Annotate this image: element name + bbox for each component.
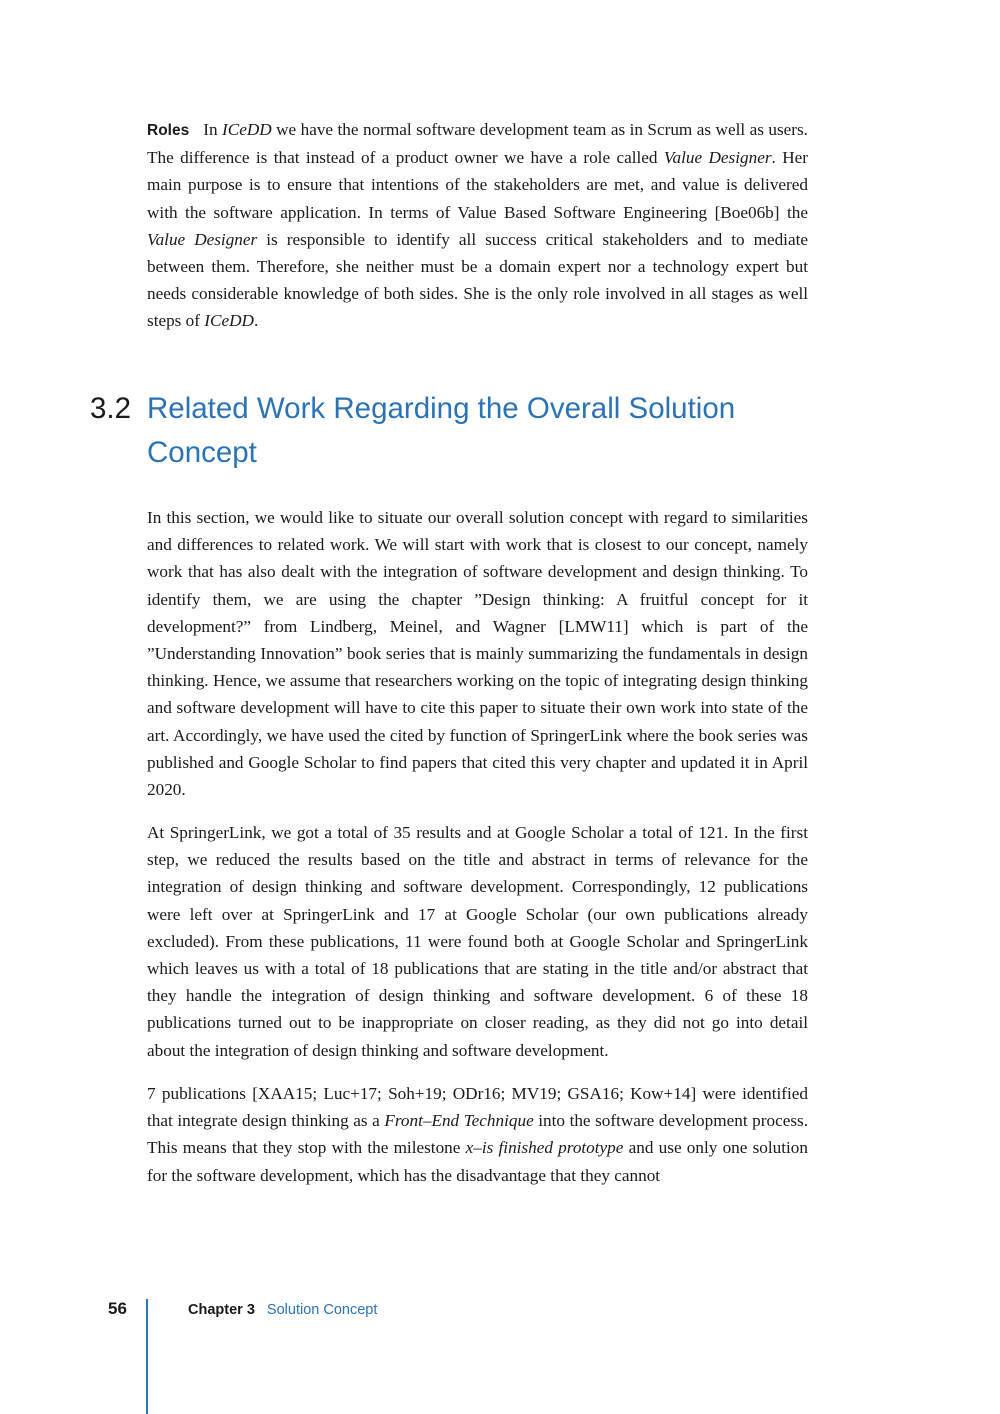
roles-paragraph: Roles In ICeDD we have the normal software development team as in Scrum as well as users. The difference is that instead of a product owner we have a role called Value Designer. Her main purpose is to ensure that intentions of the stakeholders are met, and value is delivered with the software application. In terms of Value Based Software Engineering [Boe06b] the Value Designer is responsible to identify all success critical stakeholders and to mediate between them. Therefore, she neither must be a domain expert nor a technology expert but needs considerable knowledge of both sides. She is the only role involved in all stages as well steps of ICeDD.	[147, 120, 808, 331]
section-number: 3.2	[90, 392, 132, 425]
paragraph-related-work-intro: In this section, we would like to situate our overall solution concept with regard to similarities and differences to related work. We will start with work that is closest to our concept, namely work that has also dealt with the integration of software development and design thinking. To identify them, we are using the chapter ”Design thinking: A fruitful concept for it development?” from Lindberg, Meinel, and Wagner [LMW11] which is part of the ”Understanding Innovation” book series that is mainly summarizing the fundamentals in design thinking. Hence, we assume that researchers working on the topic of integrating design thinking and software development will have to cite this paper to situate their own work into state of the art. Accordingly, we have used the cited by function of SpringerLink where the book series was published and Google Scholar to find papers that cited this very chapter and updated it in April 2020.	[147, 508, 808, 800]
footer-divider	[146, 1299, 148, 1414]
paragraph-search-results: At SpringerLink, we got a total of 35 results and at Google Scholar a total of 121. In the first step, we reduced the results based on the title and abstract in terms of relevance for the integration of design thinking and software development. Correspondingly, 12 publications were left over at SpringerLink and 17 at Google Scholar (our own publications already excluded). From these publications, 11 were found both at Google Scholar and SpringerLink which leaves us with a total of 18 publications that are stating in the title and/or abstract that they handle the integration of design thinking and software development. 6 of these 18 publications turned out to be inappropriate on closer reading, as they did not go into detail about the integration of design thinking and software development.	[147, 823, 808, 1060]
paragraph-front-end-technique: 7 publications [XAA15; Luc+17; Soh+19; ODr16; MV19; GSA16; Kow+14] were identified that integrate design thinking as a Front–End Technique into the software development process. This means that they stop with the milestone x–is finished prototype and use only one solution for the software development, which has the disadvantage that they cannot	[147, 1084, 809, 1185]
roles-run-in-heading: Roles	[147, 122, 190, 139]
chapter-label: Chapter 3	[188, 1302, 255, 1318]
page-number: 56	[108, 1299, 127, 1318]
running-footer	[188, 1302, 377, 1318]
section-title: Related Work Regarding the Overall Solution Concept	[147, 392, 736, 469]
chapter-name: Solution Concept	[266, 1302, 378, 1318]
